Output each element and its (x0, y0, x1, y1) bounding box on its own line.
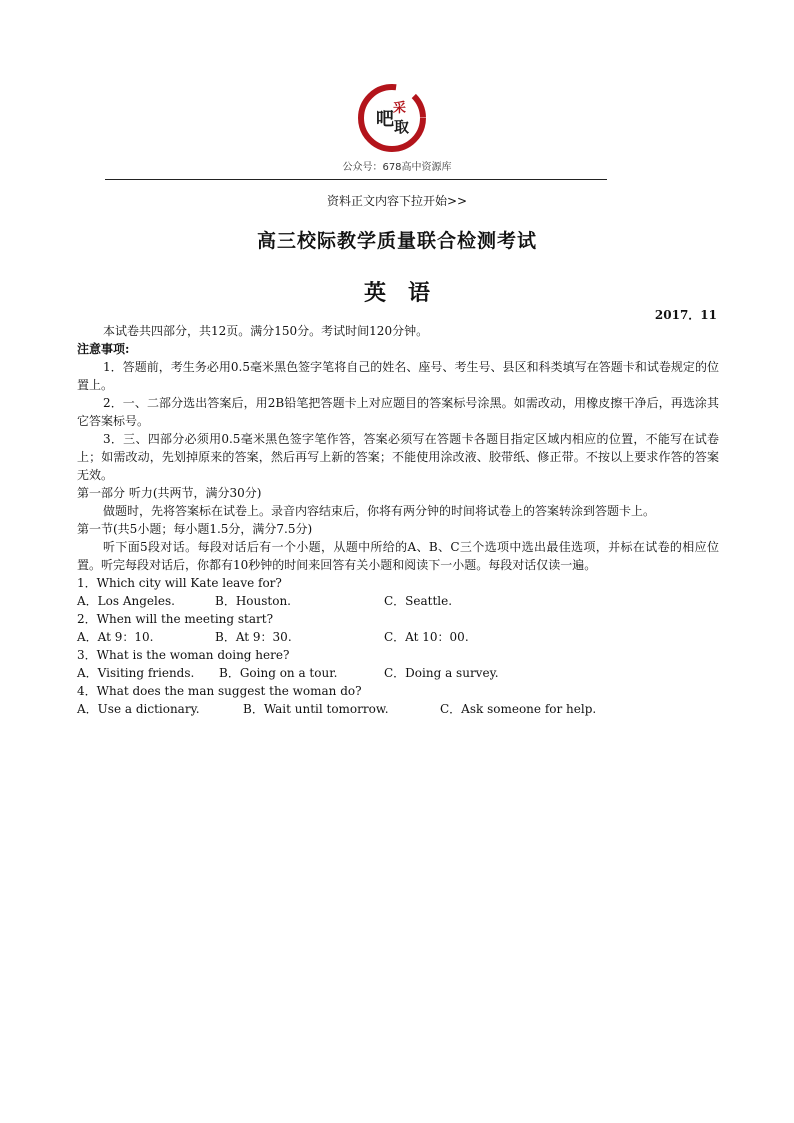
section1-heading: 第一节(共5小题；每小题1.5分，满分7.5分) (77, 522, 313, 536)
svg-text:采: 采 (393, 101, 407, 116)
option-a: A．At 9：10. (77, 630, 154, 644)
option-b: B．At 9：30. (215, 630, 292, 644)
exam-title: 高三校际教学质量联合检测考试 (256, 230, 537, 252)
logo-seal-icon (356, 82, 428, 154)
question-options (77, 664, 719, 682)
question-options (77, 628, 719, 646)
part1-heading: 第一部分 听力(共两节，满分30分) (77, 486, 262, 500)
source-line: 公众号：678高中资源库 (342, 162, 452, 173)
header-divider (105, 179, 607, 180)
question-text: 3．What is the woman doing here? (77, 648, 290, 662)
option-c: C．Ask someone for help. (440, 702, 597, 716)
exam-date: 2017．11 (654, 308, 717, 322)
notes-heading: 注意事项: (77, 342, 130, 356)
intro-text: 本试卷共四部分，共12页。满分150分。考试时间120分钟。 (103, 324, 429, 338)
question-options (77, 700, 719, 718)
question-text: 1．Which city will Kate leave for? (77, 576, 282, 590)
option-a: A．Visiting friends. (77, 666, 195, 680)
part1-instruction: 做题时，先将答案标在试卷上。录音内容结束后，你将有两分钟的时间将试卷上的答案转涂到答题卡上。 (103, 504, 656, 518)
note-item: 3．三、四部分必须用0.5毫米黑色签字笔作答，答案必须写在答题卡各题目指定区域内相应的位置，不能写在试卷上；如需改动，先划掉原来的答案，然后再写上新的答案；不能使用涂改液、胶带纸、修正带。不按以上要求作答的答案无效。 (77, 432, 719, 482)
option-b: B．Houston. (215, 594, 291, 608)
note-item: 1．答题前，考生务必用0.5毫米黑色签字笔将自己的姓名、座号、考生号、县区和科类填写在答题卡和试卷规定的位置上。 (77, 360, 719, 392)
question-options (77, 592, 719, 610)
exam-body (77, 322, 719, 718)
option-b: B．Wait until tomorrow. (243, 702, 389, 716)
option-a: A．Los Angeles. (77, 594, 175, 608)
option-c: C．Doing a survey. (384, 666, 499, 680)
svg-text:取: 取 (394, 118, 410, 136)
option-c: C．At 10：00. (384, 630, 469, 644)
question-text: 4．What does the man suggest the woman do? (77, 684, 362, 698)
option-a: A．Use a dictionary. (77, 702, 200, 716)
section1-instruction: 听下面5段对话。每段对话后有一个小题，从题中所给的A、B、C三个选项中选出最佳选项，并标在试卷的相应位置。听完每段对话后，你都有10秒钟的时间来回答有关小题和阅读下一小题。每段对话仅读一遍。 (77, 540, 719, 572)
question-text: 2．When will the meeting start? (77, 612, 274, 626)
content-start-notice: 资料正文内容下拉开始>> (326, 194, 468, 208)
svg-text:吧: 吧 (376, 109, 394, 130)
note-item: 2．一、二部分选出答案后，用2B铅笔把答题卡上对应题目的答案标号涂黑。如需改动，用橡皮擦干净后，再选涂其它答案标号。 (77, 396, 719, 428)
option-c: C．Seattle. (384, 594, 453, 608)
exam-subject: 英 语 (363, 280, 430, 306)
option-b: B．Going on a tour. (219, 666, 338, 680)
